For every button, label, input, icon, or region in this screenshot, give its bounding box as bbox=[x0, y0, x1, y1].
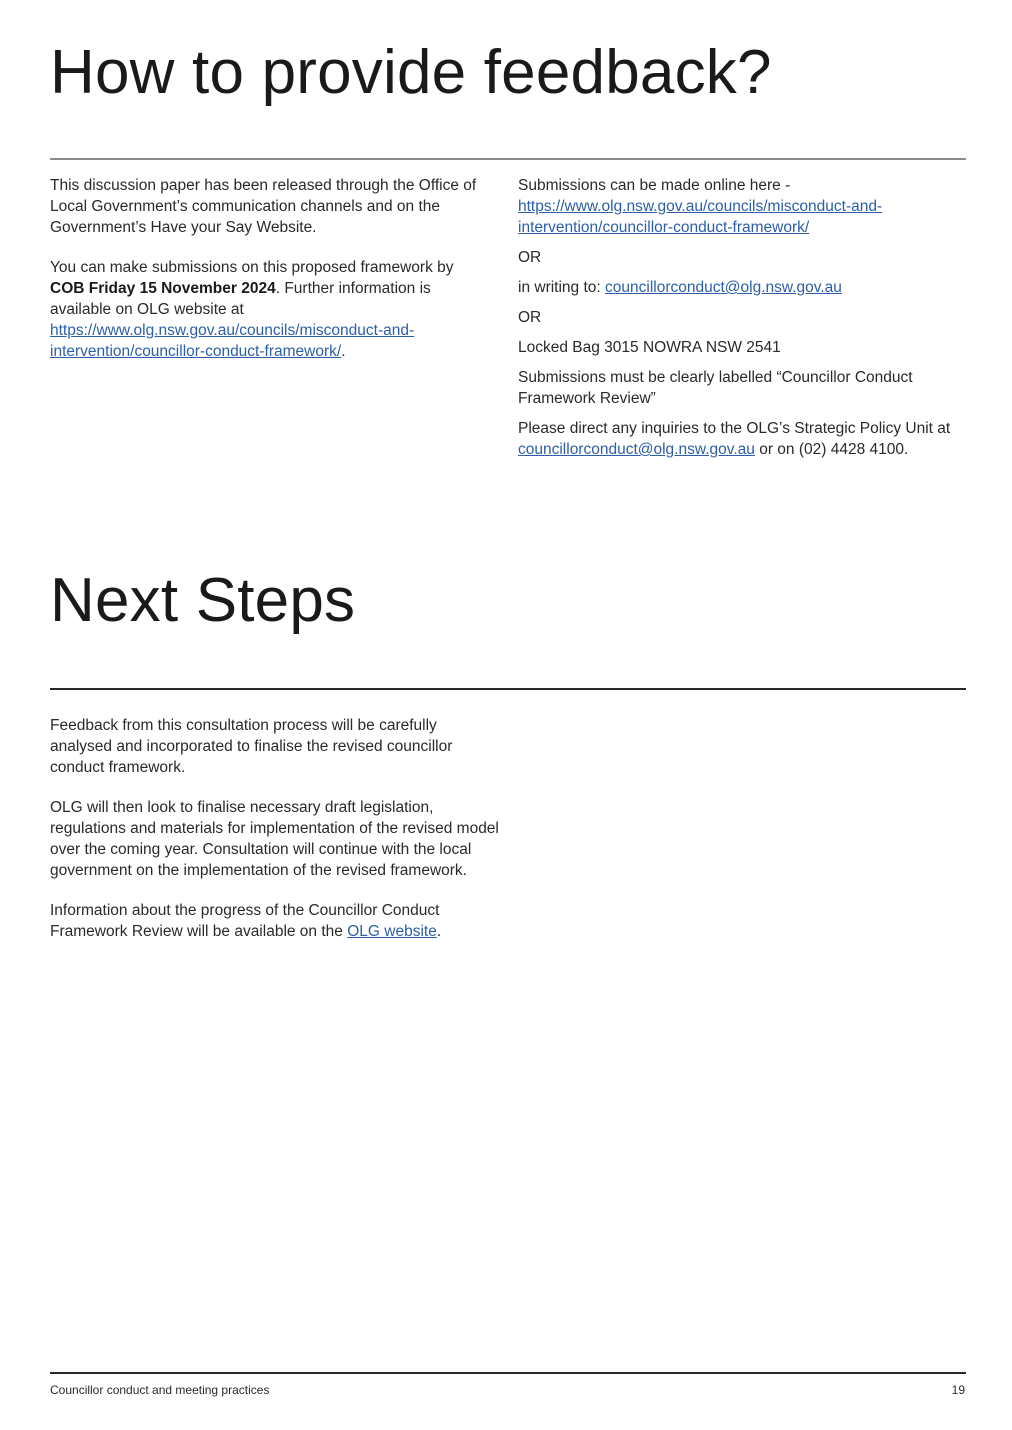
writing-submission bbox=[518, 277, 958, 298]
period: . bbox=[341, 343, 346, 360]
online-submission-link[interactable]: https://www.olg.nsw.gov.au/councils/misconduct-and-intervention/councillor-conduct-framework/ bbox=[518, 198, 883, 236]
inquiries-email-link[interactable]: councillorconduct@olg.nsw.gov.au bbox=[518, 441, 755, 458]
progress-paragraph bbox=[50, 900, 500, 942]
further-info-text: . Further information is available on OLG website at bbox=[50, 280, 431, 318]
inquiries-phone: or on (02) 4428 4100. bbox=[754, 441, 909, 458]
inquiries-text: Please direct any inquiries to the OLG’s Strategic Policy Unit at bbox=[518, 420, 951, 437]
divider bbox=[50, 158, 966, 160]
period: . bbox=[436, 923, 442, 940]
divider bbox=[50, 688, 966, 690]
or-separator: OR bbox=[518, 249, 542, 266]
submission-email-link[interactable]: councillorconduct@olg.nsw.gov.au bbox=[605, 279, 842, 296]
online-submission bbox=[518, 175, 958, 238]
progress-text: Information about the progress of the Councillor Conduct Framework Review will be available on the bbox=[50, 902, 440, 940]
next-steps-heading: Next Steps bbox=[50, 566, 356, 635]
feedback-analysis-paragraph: Feedback from this consultation process will be carefully analysed and incorporated to finalise the revised councillor conduct framework. bbox=[50, 717, 453, 776]
label-instruction: Submissions must be clearly labelled “Councillor Conduct Framework Review” bbox=[518, 369, 913, 407]
feedback-left-column bbox=[50, 175, 490, 362]
next-steps-column bbox=[50, 715, 500, 942]
olg-website-link[interactable]: OLG website bbox=[347, 923, 437, 940]
submission-deadline-paragraph bbox=[50, 257, 490, 362]
page-title: How to provide feedback? bbox=[50, 38, 772, 107]
feedback-right-column bbox=[518, 175, 958, 460]
footer-divider bbox=[50, 1372, 966, 1374]
writing-label: in writing to: bbox=[518, 279, 606, 296]
or-separator: OR bbox=[518, 309, 542, 326]
deadline-text: You can make submissions on this proposed framework by bbox=[50, 259, 454, 276]
olg-framework-link[interactable]: https://www.olg.nsw.gov.au/councils/misconduct-and-intervention/councillor-conduct-framework/ bbox=[50, 322, 415, 360]
page-number: 19 bbox=[951, 1383, 965, 1397]
inquiries-paragraph bbox=[518, 418, 958, 460]
postal-address: Locked Bag 3015 NOWRA NSW 2541 bbox=[518, 339, 781, 356]
deadline-date: COB Friday 15 November 2024 bbox=[50, 280, 276, 297]
legislation-paragraph: OLG will then look to finalise necessary draft legislation, regulations and materials for implementation of the revised model over the coming year. Consultation will continue with the local government on the implementation of the revised framework. bbox=[50, 799, 499, 879]
release-paragraph: This discussion paper has been released through the Office of Local Government’s communication channels and on the Government’s Have your Say Website. bbox=[50, 177, 477, 236]
online-label: Submissions can be made online here - bbox=[518, 177, 791, 194]
footer-title: Councillor conduct and meeting practices bbox=[50, 1383, 270, 1397]
